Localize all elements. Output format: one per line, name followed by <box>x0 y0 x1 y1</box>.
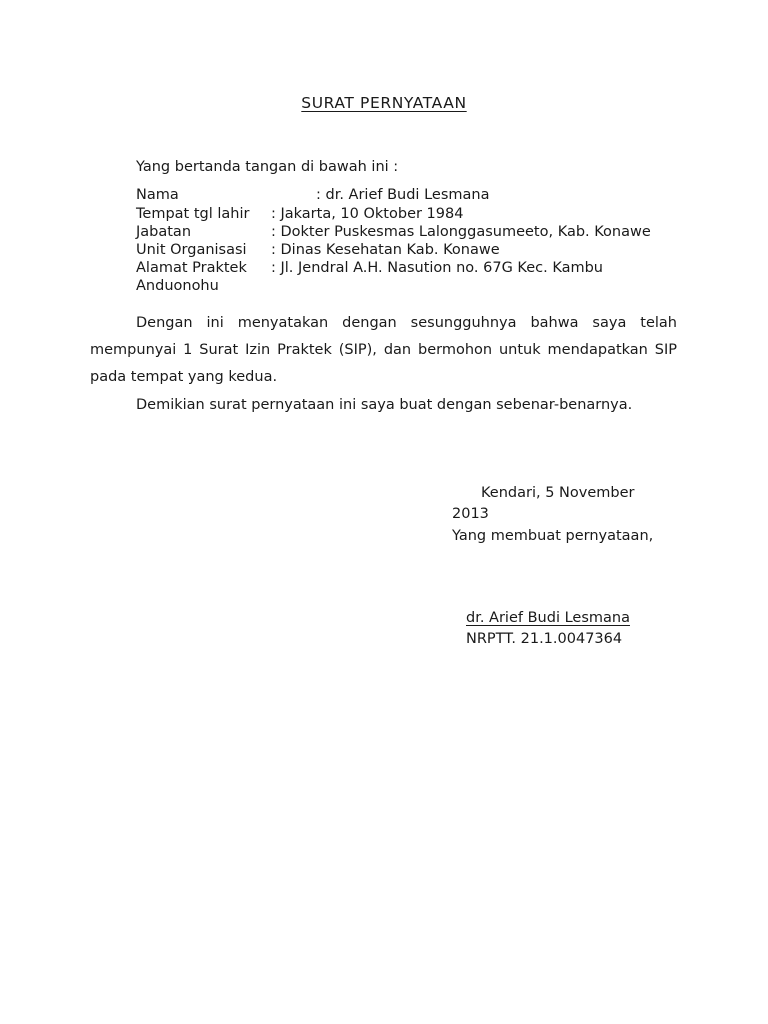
field-value-nama: : dr. Arief Budi Lesmana <box>316 187 490 203</box>
body-line-2: mempunyai 1 Surat Izin Praktek (SIP), dan bermohon untuk mendapatkan SIP <box>90 342 677 358</box>
field-label-unit-organisasi: Unit Organisasi <box>136 242 247 258</box>
signer-caption: Yang membuat pernyataan, <box>452 528 654 544</box>
body-line-3: pada tempat yang kedua. <box>90 369 278 385</box>
field-value-unit-organisasi: : Dinas Kesehatan Kab. Konawe <box>271 242 500 258</box>
field-label-tempat-tgl-lahir: Tempat tgl lahir <box>136 206 250 222</box>
signer-id: NRPTT. 21.1.0047364 <box>466 631 623 647</box>
body-line-1: Dengan ini menyatakan dengan sesungguhnya bahwa saya telah <box>136 315 677 331</box>
address-continuation: Anduonohu <box>136 278 219 294</box>
field-value-jabatan: : Dokter Puskesmas Lalonggasumeeto, Kab. Konawe <box>271 224 651 240</box>
letter-title: SURAT PERNYATAAN <box>301 94 467 112</box>
intro-text: Yang bertanda tangan di bawah ini : <box>136 159 399 175</box>
signer-name: dr. Arief Budi Lesmana <box>466 610 630 626</box>
field-label-jabatan: Jabatan <box>136 224 192 240</box>
field-label-nama: Nama <box>136 187 179 203</box>
field-value-alamat-praktek: : Jl. Jendral A.H. Nasution no. 67G Kec. Kambu <box>271 260 603 276</box>
field-value-tempat-tgl-lahir: : Jakarta, 10 Oktober 1984 <box>271 206 464 222</box>
field-label-alamat-praktek: Alamat Praktek <box>136 260 247 276</box>
place-date-line-2: 2013 <box>452 506 489 522</box>
place-date-line-1: Kendari, 5 November <box>481 485 635 501</box>
closing-text: Demikian surat pernyataan ini saya buat dengan sebenar-benarnya. <box>136 397 633 413</box>
